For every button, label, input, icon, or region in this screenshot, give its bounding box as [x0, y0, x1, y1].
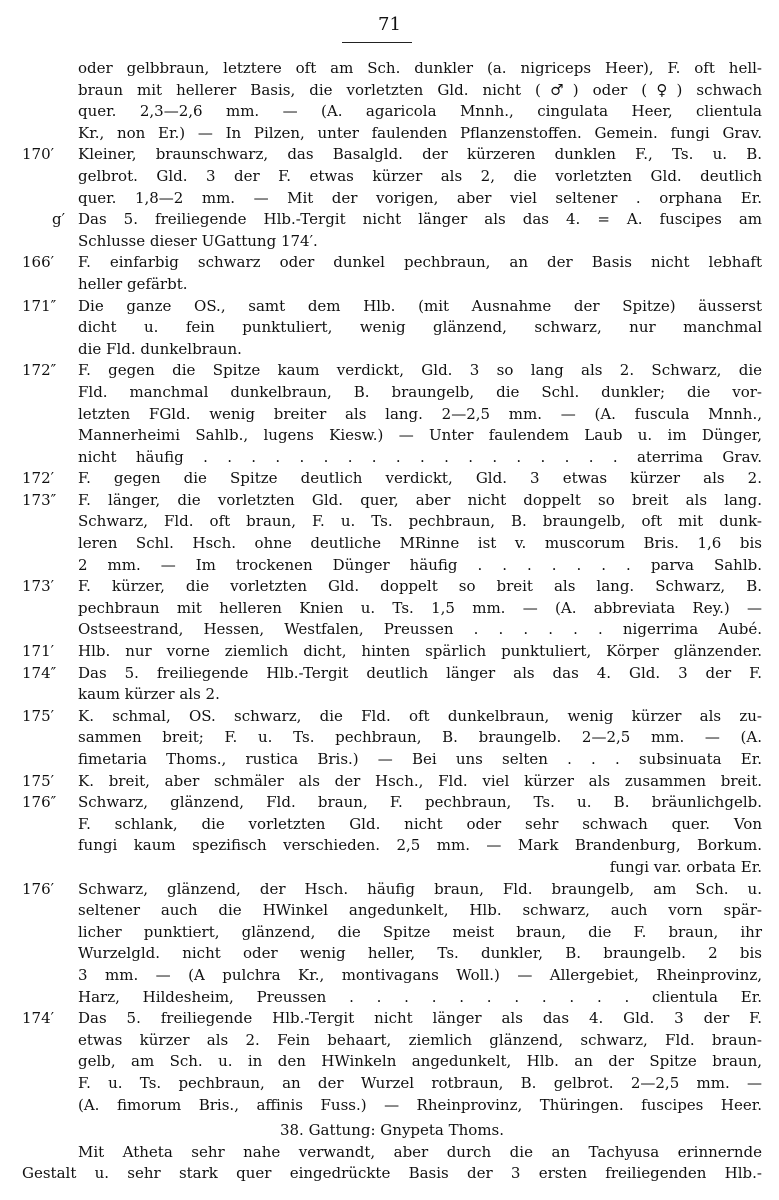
text-line — [22, 922, 762, 944]
text-line — [22, 80, 762, 102]
line-text: etwas kürzer als 2. Fein behaart, ziemlich glänzend, schwarz, Fld. braun- — [78, 1030, 762, 1049]
line-text: Mannerheimi Sahlb., lugens Kiesw.) — Unter faulendem Laub u. im Dünger, — [78, 426, 762, 445]
text-line — [22, 749, 762, 771]
text-line — [22, 101, 762, 123]
line-text: K. schmal, OS. schwarz, die Fld. oft dunkelbraun, wenig kürzer als zu- — [78, 706, 762, 725]
line-text: F. einfarbig schwarz oder dunkel pechbraun, an der Basis nicht lebhaft — [78, 253, 762, 272]
text-line — [22, 663, 762, 685]
line-text: Wurzelgld. nicht oder wenig heller, Ts. dunkler, B. braungelb. 2 bis — [78, 944, 762, 963]
couplet-number: 173′ — [22, 577, 55, 596]
couplet-number: g′ — [52, 210, 66, 229]
line-text: F. u. Ts. pechbraun, an der Wurzel rotbraun, B. gelbrot. 2—2,5 mm. — — [78, 1073, 762, 1092]
line-text: seltener auch die HWinkel angedunkelt, Hlb. schwarz, auch vorn spär- — [78, 901, 762, 920]
paragraph-line: Gestalt u. sehr stark quer eingedrückte Basis der 3 ersten freiliegenden Hlb.- — [22, 1164, 762, 1183]
couplet-number: 176″ — [22, 793, 57, 812]
couplet-number: 171″ — [22, 296, 57, 315]
text-line — [22, 987, 762, 1009]
couplet-number: 173″ — [22, 490, 57, 509]
line-text: 3 mm. — (A pulchra Kr., montivagans Woll.) — Allergebiet, Rheinprovinz, — [78, 965, 762, 984]
line-text: fungi var. orbata Er. — [609, 857, 762, 876]
text-line — [22, 814, 762, 836]
text-line — [22, 1051, 762, 1073]
line-text: Kr., non Er.) — In Pilzen, unter faulenden Pflanzenstoffen. Gemein. fungi Grav. — [78, 123, 762, 142]
line-text: sammen breit; F. u. Ts. pechbraun, B. braungelb. 2—2,5 mm. — (A. — [78, 728, 762, 747]
line-text: 2 mm. — Im trockenen Dünger häufig . . . . . . . parva Sahlb. — [78, 555, 762, 574]
couplet-number: 171′ — [22, 642, 55, 661]
text-line — [22, 792, 762, 814]
couplet-number: 175′ — [22, 706, 55, 725]
text-line — [22, 533, 762, 555]
line-text: Das 5. freiliegende Hlb.-Tergit deutlich länger als das 4. Gld. 3 der F. — [78, 663, 762, 682]
line-text: kaum kürzer als 2. — [78, 685, 220, 704]
line-text: F. gegen die Spitze deutlich verdickt, Gld. 3 etwas kürzer als 2. — [78, 469, 762, 488]
line-text: F. schlank, die vorletzten Gld. nicht oder sehr schwach quer. Von — [78, 814, 762, 833]
couplet-number: 172″ — [22, 361, 57, 380]
line-text: F. länger, die vorletzten Gld. quer, aber nicht doppelt so breit als lang. — [78, 490, 762, 509]
couplet-number: 175′ — [22, 771, 55, 790]
line-text: Harz, Hildesheim, Preussen . . . . . . . . . . . clientula Er. — [78, 987, 762, 1006]
text-line — [22, 252, 762, 274]
line-text: braun mit hellerer Basis, die vorletzten Gld. nicht (♂) oder (♀) schwach — [78, 80, 762, 99]
couplet-number: 174″ — [22, 663, 57, 682]
text-line — [22, 274, 762, 296]
line-text: gelbrot. Gld. 3 der F. etwas kürzer als 2, die vorletzten Gld. deutlich — [78, 166, 762, 185]
text-line — [22, 706, 762, 728]
text-line — [22, 468, 762, 490]
line-text: dicht u. fein punktuliert, wenig glänzend, schwarz, nur manchmal — [78, 318, 762, 337]
line-text: (A. fimorum Bris., affinis Fuss.) — Rheinprovinz, Thüringen. fuscipes Heer. — [78, 1095, 762, 1114]
text-line — [22, 339, 762, 361]
text-line — [22, 598, 762, 620]
text-line — [22, 684, 762, 706]
key-text — [22, 58, 762, 1185]
line-text: Die ganze OS., samt dem Hlb. (mit Ausnahme der Spitze) äusserst — [78, 296, 762, 315]
text-line — [22, 144, 762, 166]
text-line — [22, 619, 762, 641]
line-text: heller gefärbt. — [78, 274, 188, 293]
line-text: Das 5. freiliegende Hlb.-Tergit nicht länger als das 4. Gld. 3 der F. — [78, 1009, 762, 1028]
text-line — [22, 317, 762, 339]
text-line — [22, 555, 762, 577]
couplet-number: 170′ — [22, 145, 55, 164]
line-text: fungi kaum spezifisch verschieden. 2,5 mm. — Mark Brandenburg, Borkum. — [78, 836, 762, 855]
text-line — [22, 296, 762, 318]
line-text: Fld. manchmal dunkelbraun, B. braungelb, die Schl. dunkler; die vor- — [78, 382, 762, 401]
text-line — [22, 490, 762, 512]
line-text: Hlb. nur vorne ziemlich dicht, hinten spärlich punktuliert, Körper glänzender. — [78, 642, 762, 661]
header-rule — [342, 42, 412, 43]
line-text: quer. 1,8—2 mm. — Mit der vorigen, aber viel seltener . orphana Er. — [78, 188, 762, 207]
line-text: fimetaria Thoms., rustica Bris.) — Bei uns selten . . . subsinuata Er. — [78, 750, 762, 768]
line-text: Schwarz, glänzend, Fld. braun, F. pechbraun, Ts. u. B. bräunlichgelb. — [78, 793, 762, 812]
line-text: Kleiner, braunschwarz, das Basalgld. der kürzeren dunklen F., Ts. u. B. — [78, 145, 762, 164]
text-line — [22, 1095, 762, 1117]
couplet-number: 172′ — [22, 469, 55, 488]
line-text: F. kürzer, die vorletzten Gld. doppelt so breit als lang. Schwarz, B. — [78, 577, 762, 596]
text-line — [22, 123, 762, 145]
line-text: K. breit, aber schmäler als der Hsch., Fld. viel kürzer als zusammen breit. — [78, 771, 762, 790]
line-text: leren Schl. Hsch. ohne deutliche MRinne ist v. muscorum Bris. 1,6 bis — [78, 534, 762, 553]
text-line — [22, 209, 762, 231]
line-text: Ostseestrand, Hessen, Westfalen, Preussen . . . . . . nigerrima Aubé. — [78, 620, 762, 639]
line-text: letzten FGld. wenig breiter als lang. 2—2,5 mm. — (A. fuscula Mnnh., — [78, 404, 762, 423]
text-line — [22, 771, 762, 793]
text-line — [22, 382, 762, 404]
genus-heading: 38. Gattung: Gnypeta Thoms. — [279, 1121, 505, 1140]
line-text: pechbraun mit helleren Knien u. Ts. 1,5 mm. — (A. abbreviata Rey.) — — [78, 598, 762, 617]
line-text: Schwarz, Fld. oft braun, F. u. Ts. pechbraun, B. braungelb, oft mit dunk- — [78, 512, 762, 531]
line-text: nicht häufig . . . . . . . . . . . . . . . . . . aterrima Grav. — [78, 447, 762, 466]
text-line — [22, 1073, 762, 1095]
text-line — [22, 641, 762, 663]
couplet-number: 176′ — [22, 879, 55, 898]
text-line — [22, 879, 762, 901]
line-text: Das 5. freiliegende Hlb.-Tergit nicht länger als das 4. = A. fuscipes am — [78, 210, 762, 229]
line-text: gelb, am Sch. u. in den HWinkeln angedunkelt, Hlb. an der Spitze braun, — [78, 1052, 762, 1071]
page-number: 71 — [378, 14, 401, 35]
text-line — [22, 965, 762, 987]
text-line — [22, 857, 762, 879]
text-line — [22, 835, 762, 857]
line-text: quer. 2,3—2,6 mm. — (A. agaricola Mnnh., cingulata Heer, clientula — [78, 102, 762, 121]
line-text: F. gegen die Spitze kaum verdickt, Gld. 3 so lang als 2. Schwarz, die — [78, 361, 762, 380]
text-line — [22, 447, 762, 469]
text-line — [22, 404, 762, 426]
text-line — [22, 900, 762, 922]
text-line — [22, 360, 762, 382]
text-line — [22, 1008, 762, 1030]
text-line — [22, 231, 762, 253]
line-text: Schlusse dieser UGattung 174′. — [78, 231, 318, 250]
text-line — [22, 943, 762, 965]
line-text: Schwarz, glänzend, der Hsch. häufig braun, Fld. braungelb, am Sch. u. — [78, 879, 762, 898]
text-line — [22, 727, 762, 749]
couplet-number: 166′ — [22, 253, 55, 272]
line-text: oder gelbbraun, letztere oft am Sch. dunkler (a. nigriceps Heer), F. oft hell- — [78, 59, 762, 77]
text-line — [22, 58, 762, 80]
text-line — [22, 425, 762, 447]
text-line — [22, 166, 762, 188]
line-text: licher punktiert, glänzend, die Spitze meist braun, die F. braun, ihr — [78, 922, 762, 941]
line-text: die Fld. dunkelbraun. — [78, 339, 242, 358]
text-line — [22, 576, 762, 598]
couplet-number: 174′ — [22, 1009, 55, 1028]
text-line — [22, 1030, 762, 1052]
text-line — [22, 188, 762, 210]
paragraph-line: Mit Atheta sehr nahe verwandt, aber durch die an Tachyusa erinnernde — [78, 1142, 762, 1161]
text-line — [22, 511, 762, 533]
